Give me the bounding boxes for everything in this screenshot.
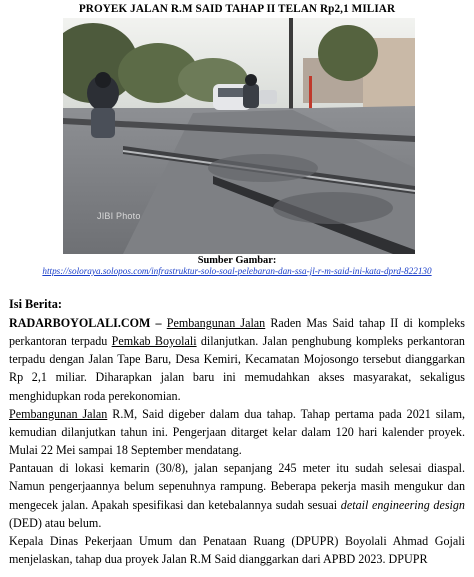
photo-watermark: JIBI Photo bbox=[97, 211, 141, 221]
tag-link-pembangunan-jalan[interactable]: Pembangunan Jalan bbox=[9, 406, 108, 421]
text: Pantauan di lokasi kemarin (30/8), jalan sepanjang 245 meter itu sudah selesai diaspal. Namun pengerjaannya belum sepenuhnya rampung. Beberapa pekerja masih mengukur dan mengecek jalan. Apakah spesifikasi dan ketebalannya sudah sesuai bbox=[9, 461, 465, 512]
section-heading: Isi Berita: bbox=[9, 297, 62, 311]
tag-link-pembangunan-jalan[interactable]: Pembangunan Jalan bbox=[166, 316, 266, 330]
paragraph-3 bbox=[9, 459, 465, 532]
text: Raden Mas Said tahap II di kompleks perkantoran terpadu bbox=[9, 316, 466, 349]
image-caption: Sumber Gambar: bbox=[197, 255, 277, 266]
page-title: PROYEK JALAN R.M SAID TAHAP II TELAN Rp2,1 MILIAR bbox=[78, 3, 396, 15]
dash: – bbox=[150, 316, 167, 330]
text: (DED) atau belum. bbox=[9, 515, 102, 530]
text: R.M, Said digeber dalam dua tahap. Tahap pertama pada 2021 silam, kemudian dilanjutkan tahun ini. Pengerjaan ditarget kelar dalam 120 hari kalender proyek. Mulai 22 Mei sampai 18 September mendatang. bbox=[9, 406, 466, 458]
tag-link-pemkab-boyolali[interactable]: Pemkab Boyolali bbox=[111, 334, 197, 349]
news-photo bbox=[63, 18, 415, 254]
text: Kepala Dinas Pekerjaan Umum dan Penataan Ruang (DPUPR) Boyolali Ahmad Gojali menjelaskan, tahap dua proyek Jalan R.M Said dianggarkan dari APBD 2023. DPUPR bbox=[9, 533, 465, 567]
paragraph-4 bbox=[9, 532, 465, 568]
paragraph-2 bbox=[9, 405, 465, 459]
site-name: RADARBOYOLALI.COM bbox=[9, 316, 151, 330]
source-link[interactable]: https://soloraya.solopos.com/infrastruktur-solo-soal-pelebaran-dan-ssa-jl-r-m-said-ini-kata-dprd-822130 bbox=[42, 266, 432, 276]
article-body bbox=[9, 314, 465, 568]
ded-term: detail engineering design bbox=[340, 497, 465, 512]
paragraph-1 bbox=[9, 314, 465, 405]
text: dilanjutkan. Jalan penghubung kompleks perkantoran terpadu dengan Jalan Tape Baru, Desa Kemiri, Kecamatan Mojosongo tersebut dianggarkan Rp 2,1 miliar. Diharapkan jalan baru ini memudahkan akses masyarakat, sekaligus menghidupkan roda perekonomian. bbox=[9, 334, 465, 403]
